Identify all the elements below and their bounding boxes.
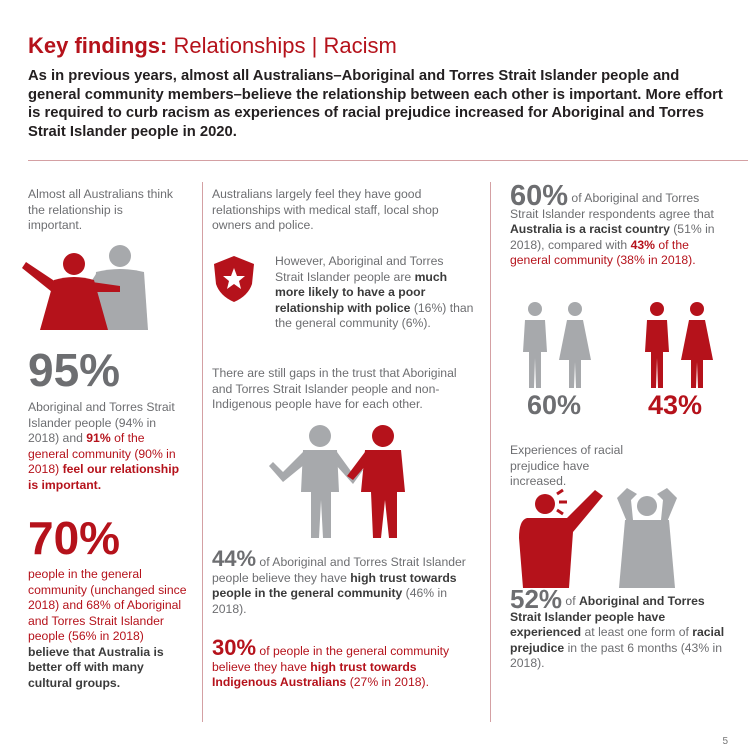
page-title xyxy=(28,33,397,59)
stat-52-b2: racial prejudice xyxy=(510,625,725,655)
stat-30-b1: high trust towards Indigenous Australians xyxy=(212,659,417,689)
stat-44-t1: of Aboriginal and Torres Strait Islander people believe they have xyxy=(212,555,466,585)
racist-country-text xyxy=(510,180,730,269)
stat-52: 52% xyxy=(510,584,563,614)
relationship-people-icon xyxy=(8,242,168,330)
stat-70-t1: people in the general community (unchanged since 2018) and 68% of Aboriginal and Torres Strait Islander people (56% in 2018) xyxy=(28,567,187,643)
stat-30-t1: of people in the general community believe they have xyxy=(212,644,450,674)
divider xyxy=(28,160,748,161)
stat-60-b1: Australia is a racist country xyxy=(510,222,670,236)
stat-95-t1: Aboriginal and Torres Strait Islander people (94% in 2018) and xyxy=(28,400,175,445)
page-number: 5 xyxy=(722,736,728,747)
stat-60-b2: 43% xyxy=(630,237,655,252)
prejudice-lead: Experiences of racial prejudice have increased. xyxy=(510,443,624,488)
stat-44: 44% xyxy=(212,546,257,571)
police-badge-icon xyxy=(212,254,256,304)
stat-60: 60% xyxy=(510,180,569,212)
stat-95: 95% xyxy=(28,344,121,396)
police-b1: much more likely to have a poor relationship with police xyxy=(275,269,448,315)
stat-52-t2: at least one form of xyxy=(581,625,693,639)
stat-95-b1: 91% xyxy=(86,431,111,445)
trust-30-text xyxy=(212,635,477,691)
title-bold: Key findings: xyxy=(28,33,168,58)
stat-70-b1: believe that Australia is better off with many cultural groups. xyxy=(28,644,164,690)
prejudice-52-text xyxy=(510,584,735,672)
stat-70: 70% xyxy=(28,512,121,564)
stat-60-t3: of the general community (38% in 2018). xyxy=(510,237,696,267)
trust-44-text xyxy=(212,546,477,617)
police-t1: However, Aboriginal and Torres Strait Islander people are xyxy=(275,254,444,284)
couples-icon xyxy=(515,300,725,390)
column-divider xyxy=(202,182,203,722)
stat-60-t2: (51% in 2018), compared with xyxy=(510,222,715,252)
col2-lead: Australians largely feel they have good relationships with medical staff, local shop owners and police. xyxy=(212,187,439,232)
label-43: 43% xyxy=(648,390,703,420)
column-divider xyxy=(490,182,491,722)
col1-lead: Almost all Australians think the relationship is important. xyxy=(28,187,173,232)
stat-44-b1: high trust towards people in the general community xyxy=(212,570,457,600)
stat-44-t2: (46% in 2018). xyxy=(212,586,448,616)
police-text xyxy=(275,254,475,332)
stat-95-text xyxy=(28,400,188,493)
stat-60-t1: of Aboriginal and Torres Strait Islander respondents agree that xyxy=(510,191,714,221)
label-60: 60% xyxy=(527,390,582,420)
stat-95-t2: of the general community (90% in 2018) xyxy=(28,431,176,476)
title-rest: Relationships | Racism xyxy=(167,33,397,58)
stat-95-b2: feel our relationship is important. xyxy=(28,462,180,492)
stat-52-t3: in the past 6 months (43% in 2018). xyxy=(510,640,723,670)
police-t2: (16%) than the general community (6%). xyxy=(275,300,474,330)
stat-30-t2: (27% in 2018). xyxy=(346,675,429,689)
stat-70-text xyxy=(28,567,188,691)
stat-52-b1: Aboriginal and Torres Strait Islander people have experienced xyxy=(510,594,705,639)
intro-paragraph: As in previous years, almost all Australians–Aboriginal and Torres Strait Islander people and general community members–believe the relationship between each other is important. More effort is required to curb racism as experiences of racial prejudice increased for Aboriginal and Torres Strait Islander people in 2020. xyxy=(28,68,723,140)
trust-lead: There are still gaps in the trust that Aboriginal and Torres Strait Islander people and non-Indigenous people have for each other. xyxy=(212,366,457,411)
stat-30: 30% xyxy=(212,635,257,660)
stat-52-t1: of xyxy=(562,594,579,608)
prejudice-people-icon xyxy=(505,480,705,590)
trust-people-icon xyxy=(265,420,435,540)
